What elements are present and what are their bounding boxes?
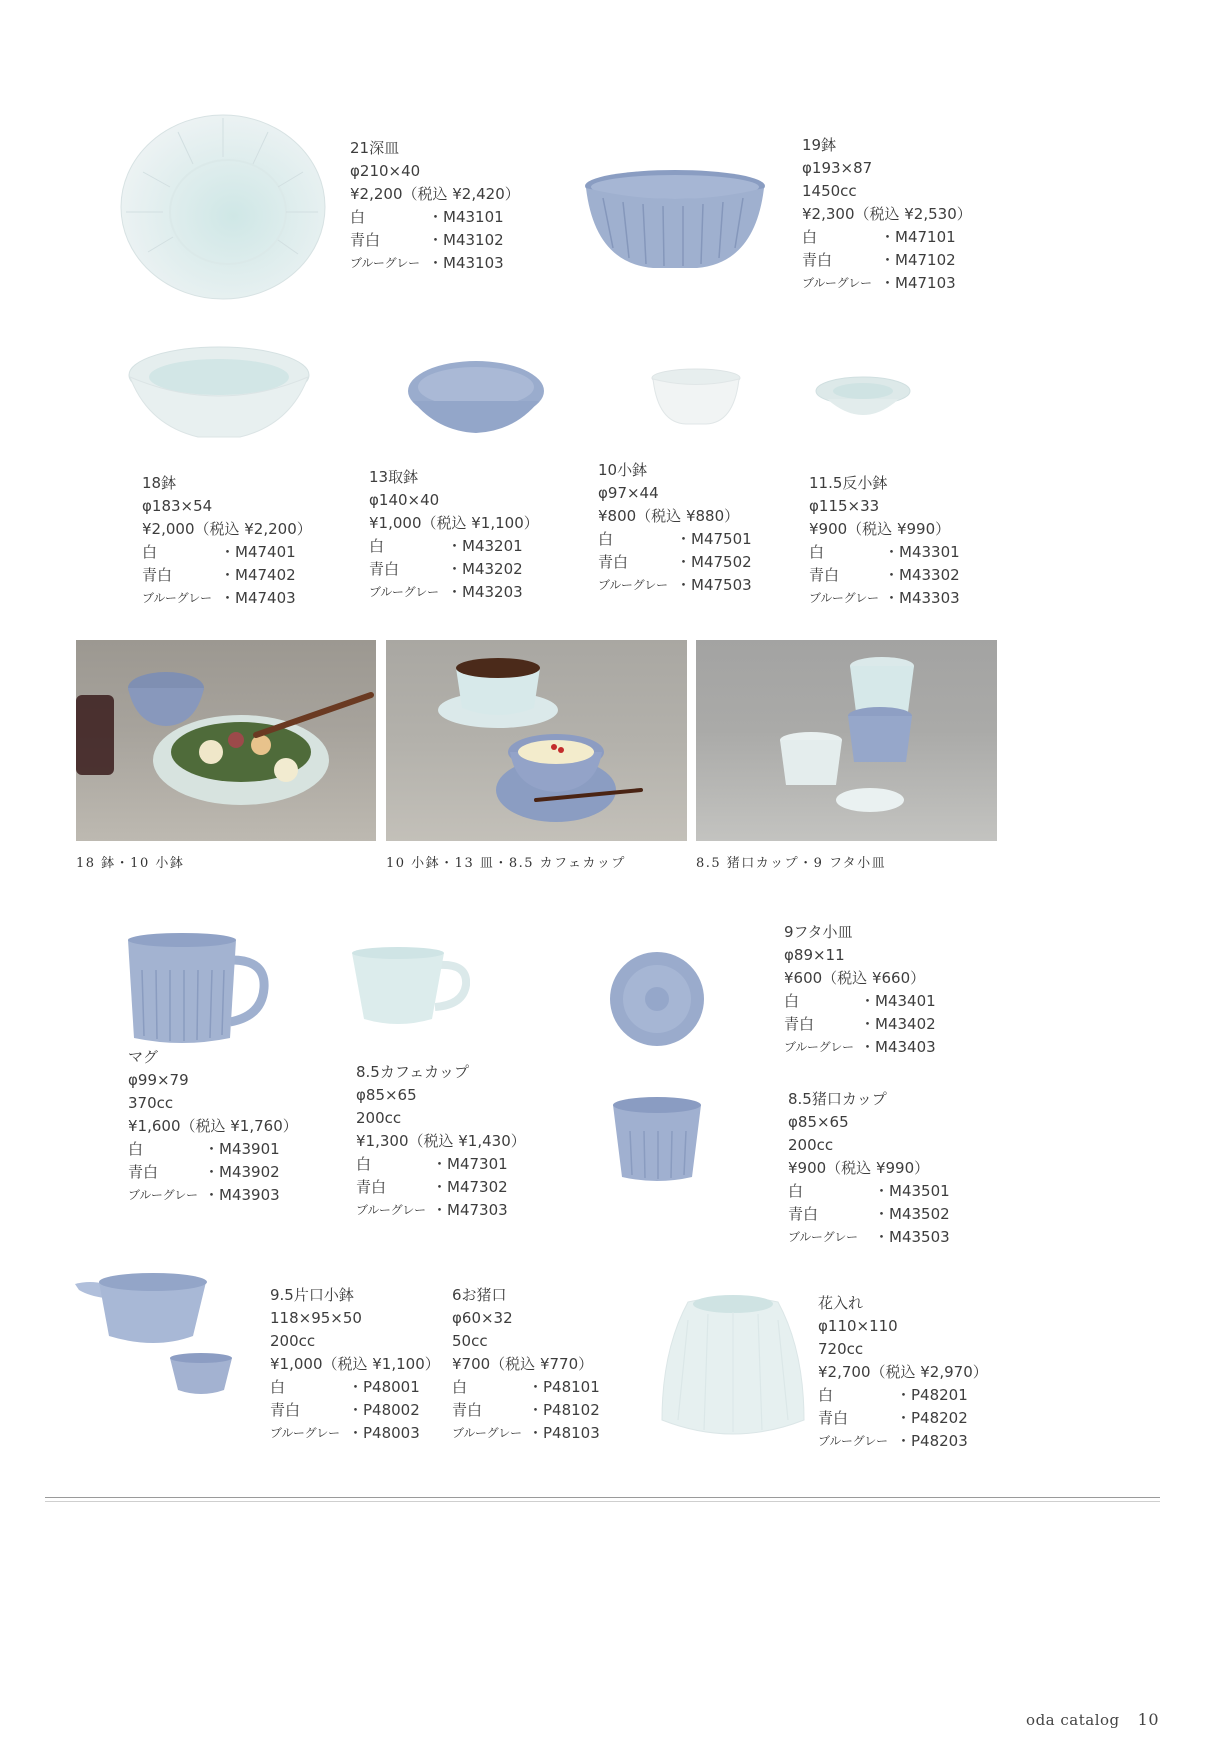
color-variant-row	[369, 558, 539, 581]
color-variant-row	[128, 1138, 298, 1161]
spec-11sorikobachi	[809, 472, 960, 610]
color-variant-row	[128, 1161, 298, 1184]
spec-value: φ115×33	[809, 497, 880, 515]
product-code: ・M47401	[220, 543, 296, 561]
color-name: 白	[802, 228, 818, 246]
spec-value: 720cc	[818, 1340, 864, 1358]
product-code: ・M47103	[880, 274, 956, 292]
color-variant-row	[809, 564, 960, 587]
color-variant-row	[452, 1422, 600, 1445]
color-variant-row	[350, 206, 520, 229]
product-name-row	[818, 1292, 988, 1315]
spec-row	[369, 489, 539, 512]
color-name: 白	[598, 530, 614, 548]
color-variant-row	[270, 1422, 440, 1445]
product-name-row	[784, 921, 936, 944]
color-variant-row	[356, 1153, 526, 1176]
product-code: ・P48102	[528, 1401, 600, 1419]
color-name: ブルーグレー	[128, 1188, 198, 1202]
color-name: ブルーグレー	[809, 591, 879, 605]
spec-value: ¥2,300（税込 ¥2,530）	[802, 205, 972, 223]
bowl-13-image	[407, 357, 545, 437]
spec-value: φ89×11	[784, 946, 845, 964]
spec-row	[818, 1338, 988, 1361]
color-variant-row	[598, 574, 752, 597]
spec-katakuchi	[270, 1284, 440, 1445]
spec-row	[809, 518, 960, 541]
spec-9futakozara	[784, 921, 936, 1059]
color-variant-row	[784, 1036, 936, 1059]
product-name: 18鉢	[142, 474, 177, 492]
color-variant-row	[452, 1399, 600, 1422]
spec-row	[452, 1353, 600, 1376]
product-code: ・M43901	[204, 1140, 280, 1158]
spec-value: 200cc	[270, 1332, 316, 1350]
product-code: ・M47501	[676, 530, 752, 548]
spec-value: ¥2,200（税込 ¥2,420）	[350, 185, 520, 203]
color-variant-row	[809, 541, 960, 564]
color-variant-row	[356, 1199, 526, 1222]
footer-brand: oda catalog	[1026, 1711, 1120, 1729]
product-code: ・P48203	[896, 1432, 968, 1450]
product-code: ・P48103	[528, 1424, 600, 1442]
product-code: ・M47102	[880, 251, 956, 269]
color-variant-row	[128, 1184, 298, 1207]
spec-value: ¥2,700（税込 ¥2,970）	[818, 1363, 988, 1381]
spec-value: φ60×32	[452, 1309, 513, 1327]
color-name: ブルーグレー	[356, 1203, 426, 1217]
spec-value: 50cc	[452, 1332, 488, 1350]
product-code: ・M43402	[860, 1015, 936, 1033]
spec-value: ¥1,300（税込 ¥1,430）	[356, 1132, 526, 1150]
bowl-10-image	[650, 368, 742, 428]
color-variant-row	[598, 528, 752, 551]
product-name: 19鉢	[802, 136, 837, 154]
product-code: ・M43401	[860, 992, 936, 1010]
color-variant-row	[270, 1399, 440, 1422]
spec-value: ¥2,000（税込 ¥2,200）	[142, 520, 312, 538]
color-variant-row	[818, 1407, 988, 1430]
spec-hanaire	[818, 1292, 988, 1453]
product-code: ・M47301	[432, 1155, 508, 1173]
product-code: ・P48003	[348, 1424, 420, 1442]
spec-18bachi	[142, 472, 312, 610]
cafe-cup-image	[350, 945, 470, 1030]
spec-row	[818, 1361, 988, 1384]
spec-ochoko	[452, 1284, 600, 1445]
product-code: ・M47503	[676, 576, 752, 594]
color-name: 白	[452, 1378, 468, 1396]
spec-row	[788, 1134, 950, 1157]
product-name-row	[356, 1061, 526, 1084]
spec-row	[350, 160, 520, 183]
color-name: 青白	[598, 553, 629, 571]
spec-value: ¥1,600（税込 ¥1,760）	[128, 1117, 298, 1135]
spec-row	[128, 1115, 298, 1138]
product-name-row	[350, 137, 520, 160]
spec-value: 200cc	[356, 1109, 402, 1127]
product-code: ・M43203	[447, 583, 523, 601]
spec-row	[142, 518, 312, 541]
spec-row	[452, 1307, 600, 1330]
color-variant-row	[788, 1226, 950, 1249]
product-name: 11.5反小鉢	[809, 474, 888, 492]
product-name-row	[369, 466, 539, 489]
spec-row	[809, 495, 960, 518]
color-variant-row	[350, 229, 520, 252]
page-number: 10	[1137, 1710, 1159, 1729]
product-code: ・M43103	[428, 254, 504, 272]
product-name-row	[128, 1046, 298, 1069]
product-code: ・P48201	[896, 1386, 968, 1404]
color-variant-row	[369, 581, 539, 604]
color-variant-row	[142, 541, 312, 564]
spec-row	[598, 482, 752, 505]
spec-row	[802, 180, 972, 203]
color-name: 青白	[802, 251, 833, 269]
spec-value: φ140×40	[369, 491, 440, 509]
spec-value: 1450cc	[802, 182, 857, 200]
color-name: 白	[809, 543, 825, 561]
color-name: 青白	[818, 1409, 849, 1427]
spec-mug	[128, 1046, 298, 1207]
choko-cup-image	[610, 1095, 704, 1185]
spec-21fukazara	[350, 137, 520, 275]
color-variant-row	[350, 252, 520, 275]
color-name: 白	[350, 208, 366, 226]
color-name: ブルーグレー	[818, 1434, 888, 1448]
product-code: ・M43202	[447, 560, 523, 578]
product-code: ・M43201	[447, 537, 523, 555]
spec-value: φ99×79	[128, 1071, 189, 1089]
spec-value: ¥900（税込 ¥990）	[788, 1159, 930, 1177]
spec-value: φ193×87	[802, 159, 873, 177]
spec-cafecup	[356, 1061, 526, 1222]
product-name: 13取鉢	[369, 468, 419, 486]
caption-photo2: 10 小鉢・13 皿・8.5 カフェカップ	[386, 856, 626, 871]
color-name: 白	[142, 543, 158, 561]
color-name: 白	[788, 1182, 804, 1200]
color-name: 白	[356, 1155, 372, 1173]
spec-row	[788, 1157, 950, 1180]
spec-row	[369, 512, 539, 535]
bowl-19-image	[583, 168, 768, 276]
color-variant-row	[809, 587, 960, 610]
product-code: ・M47303	[432, 1201, 508, 1219]
color-variant-row	[369, 535, 539, 558]
footer	[1026, 1710, 1159, 1729]
color-name: 青白	[142, 566, 173, 584]
color-variant-row	[598, 551, 752, 574]
spec-row	[350, 183, 520, 206]
product-code: ・M43101	[428, 208, 504, 226]
product-code: ・M43403	[860, 1038, 936, 1056]
product-code: ・M43902	[204, 1163, 280, 1181]
color-variant-row	[142, 564, 312, 587]
color-name: 白	[128, 1140, 144, 1158]
product-name: 9.5片口小鉢	[270, 1286, 354, 1304]
footer-rule-2	[45, 1501, 1160, 1502]
product-name: 10小鉢	[598, 461, 648, 479]
spec-value: φ85×65	[788, 1113, 849, 1131]
product-name-row	[270, 1284, 440, 1307]
spec-value: ¥700（税込 ¥770）	[452, 1355, 594, 1373]
cups-scene	[696, 640, 997, 841]
product-code: ・M47101	[880, 228, 956, 246]
spec-value: 118×95×50	[270, 1309, 362, 1327]
spec-value: φ85×65	[356, 1086, 417, 1104]
lid-plate-9-image	[608, 950, 706, 1048]
product-name-row	[802, 134, 972, 157]
product-code: ・M47502	[676, 553, 752, 571]
spec-row	[818, 1315, 988, 1338]
spec-value: ¥600（税込 ¥660）	[784, 969, 926, 987]
color-variant-row	[802, 272, 972, 295]
product-code: ・P48002	[348, 1401, 420, 1419]
spec-13toribachi	[369, 466, 539, 604]
color-name: ブルーグレー	[350, 256, 420, 270]
color-name: 白	[270, 1378, 286, 1396]
color-variant-row	[788, 1180, 950, 1203]
spec-value: φ110×110	[818, 1317, 898, 1335]
color-name: ブルーグレー	[270, 1426, 340, 1440]
spec-19bachi	[802, 134, 972, 295]
bowl-18-image	[128, 345, 310, 445]
color-variant-row	[818, 1384, 988, 1407]
color-variant-row	[452, 1376, 600, 1399]
product-code: ・M43501	[874, 1182, 950, 1200]
spec-row	[784, 967, 936, 990]
spec-value: ¥800（税込 ¥880）	[598, 507, 740, 525]
product-name-row	[809, 472, 960, 495]
color-name: ブルーグレー	[802, 276, 872, 290]
spec-row	[270, 1330, 440, 1353]
caption-photo1: 18 鉢・10 小鉢	[76, 856, 185, 871]
color-name: 白	[818, 1386, 834, 1404]
color-variant-row	[788, 1203, 950, 1226]
cafe-scene	[386, 640, 687, 841]
spec-row	[598, 505, 752, 528]
color-name: 青白	[809, 566, 840, 584]
footer-rule	[45, 1497, 1160, 1498]
product-code: ・M43503	[874, 1228, 950, 1246]
salad-scene	[76, 640, 376, 841]
product-name: 6お猪口	[452, 1286, 507, 1304]
product-code: ・M43303	[884, 589, 960, 607]
product-name: 花入れ	[818, 1294, 864, 1312]
ochoko-cup-image	[168, 1352, 234, 1398]
spec-row	[356, 1130, 526, 1153]
product-code: ・M47402	[220, 566, 296, 584]
spec-value: φ97×44	[598, 484, 659, 502]
lifestyle-photo-cups	[696, 640, 997, 841]
spec-row	[802, 157, 972, 180]
product-name-row	[598, 459, 752, 482]
color-variant-row	[270, 1376, 440, 1399]
spec-value: 370cc	[128, 1094, 174, 1112]
plate-21-image	[118, 112, 328, 302]
color-name: ブルーグレー	[142, 591, 212, 605]
spec-row	[802, 203, 972, 226]
color-name: ブルーグレー	[452, 1426, 522, 1440]
spec-chokocup	[788, 1088, 950, 1249]
product-name-row	[452, 1284, 600, 1307]
product-code: ・M47302	[432, 1178, 508, 1196]
mug-image	[124, 930, 269, 1050]
bowl-11-image	[815, 375, 912, 420]
spec-row	[128, 1092, 298, 1115]
product-code: ・P48101	[528, 1378, 600, 1396]
product-name: 9フタ小皿	[784, 923, 853, 941]
spec-row	[356, 1107, 526, 1130]
lifestyle-photo-cafe	[386, 640, 687, 841]
lifestyle-photo-salad	[76, 640, 376, 841]
spec-value: 200cc	[788, 1136, 834, 1154]
product-code: ・M43302	[884, 566, 960, 584]
caption-photo3: 8.5 猪口カップ・9 フタ小皿	[696, 856, 887, 871]
product-name: 21深皿	[350, 139, 400, 157]
spec-row	[784, 944, 936, 967]
spec-row	[270, 1353, 440, 1376]
color-variant-row	[142, 587, 312, 610]
product-code: ・M43102	[428, 231, 504, 249]
product-name: 8.5猪口カップ	[788, 1090, 887, 1108]
color-name: 青白	[270, 1401, 301, 1419]
color-name: 白	[784, 992, 800, 1010]
spec-row	[142, 495, 312, 518]
color-name: 青白	[788, 1205, 819, 1223]
color-name: ブルーグレー	[784, 1040, 854, 1054]
color-variant-row	[356, 1176, 526, 1199]
color-variant-row	[784, 1013, 936, 1036]
spec-row	[788, 1111, 950, 1134]
color-name: 青白	[128, 1163, 159, 1181]
spec-value: ¥900（税込 ¥990）	[809, 520, 951, 538]
color-name: 青白	[452, 1401, 483, 1419]
color-name: ブルーグレー	[598, 578, 668, 592]
color-name: ブルーグレー	[369, 585, 439, 599]
spec-row	[128, 1069, 298, 1092]
spec-10kobachi	[598, 459, 752, 597]
color-variant-row	[818, 1430, 988, 1453]
vase-image	[658, 1290, 808, 1445]
spec-value: ¥1,000（税込 ¥1,100）	[369, 514, 539, 532]
product-code: ・P48001	[348, 1378, 420, 1396]
color-name: 青白	[784, 1015, 815, 1033]
color-name: 青白	[350, 231, 381, 249]
product-name: 8.5カフェカップ	[356, 1063, 469, 1081]
product-name: マグ	[128, 1048, 159, 1066]
color-name: ブルーグレー	[788, 1230, 858, 1244]
product-code: ・M47403	[220, 589, 296, 607]
spec-value: φ183×54	[142, 497, 213, 515]
product-code: ・P48202	[896, 1409, 968, 1427]
spec-row	[270, 1307, 440, 1330]
spec-row	[452, 1330, 600, 1353]
product-code: ・M43502	[874, 1205, 950, 1223]
color-name: 白	[369, 537, 385, 555]
spec-row	[356, 1084, 526, 1107]
color-variant-row	[802, 226, 972, 249]
product-code: ・M43903	[204, 1186, 280, 1204]
product-name-row	[788, 1088, 950, 1111]
product-name-row	[142, 472, 312, 495]
katakuchi-bowl-image	[75, 1270, 210, 1350]
color-variant-row	[802, 249, 972, 272]
color-name: 青白	[356, 1178, 387, 1196]
color-name: 青白	[369, 560, 400, 578]
spec-value: φ210×40	[350, 162, 421, 180]
color-variant-row	[784, 990, 936, 1013]
product-code: ・M43301	[884, 543, 960, 561]
spec-value: ¥1,000（税込 ¥1,100）	[270, 1355, 440, 1373]
